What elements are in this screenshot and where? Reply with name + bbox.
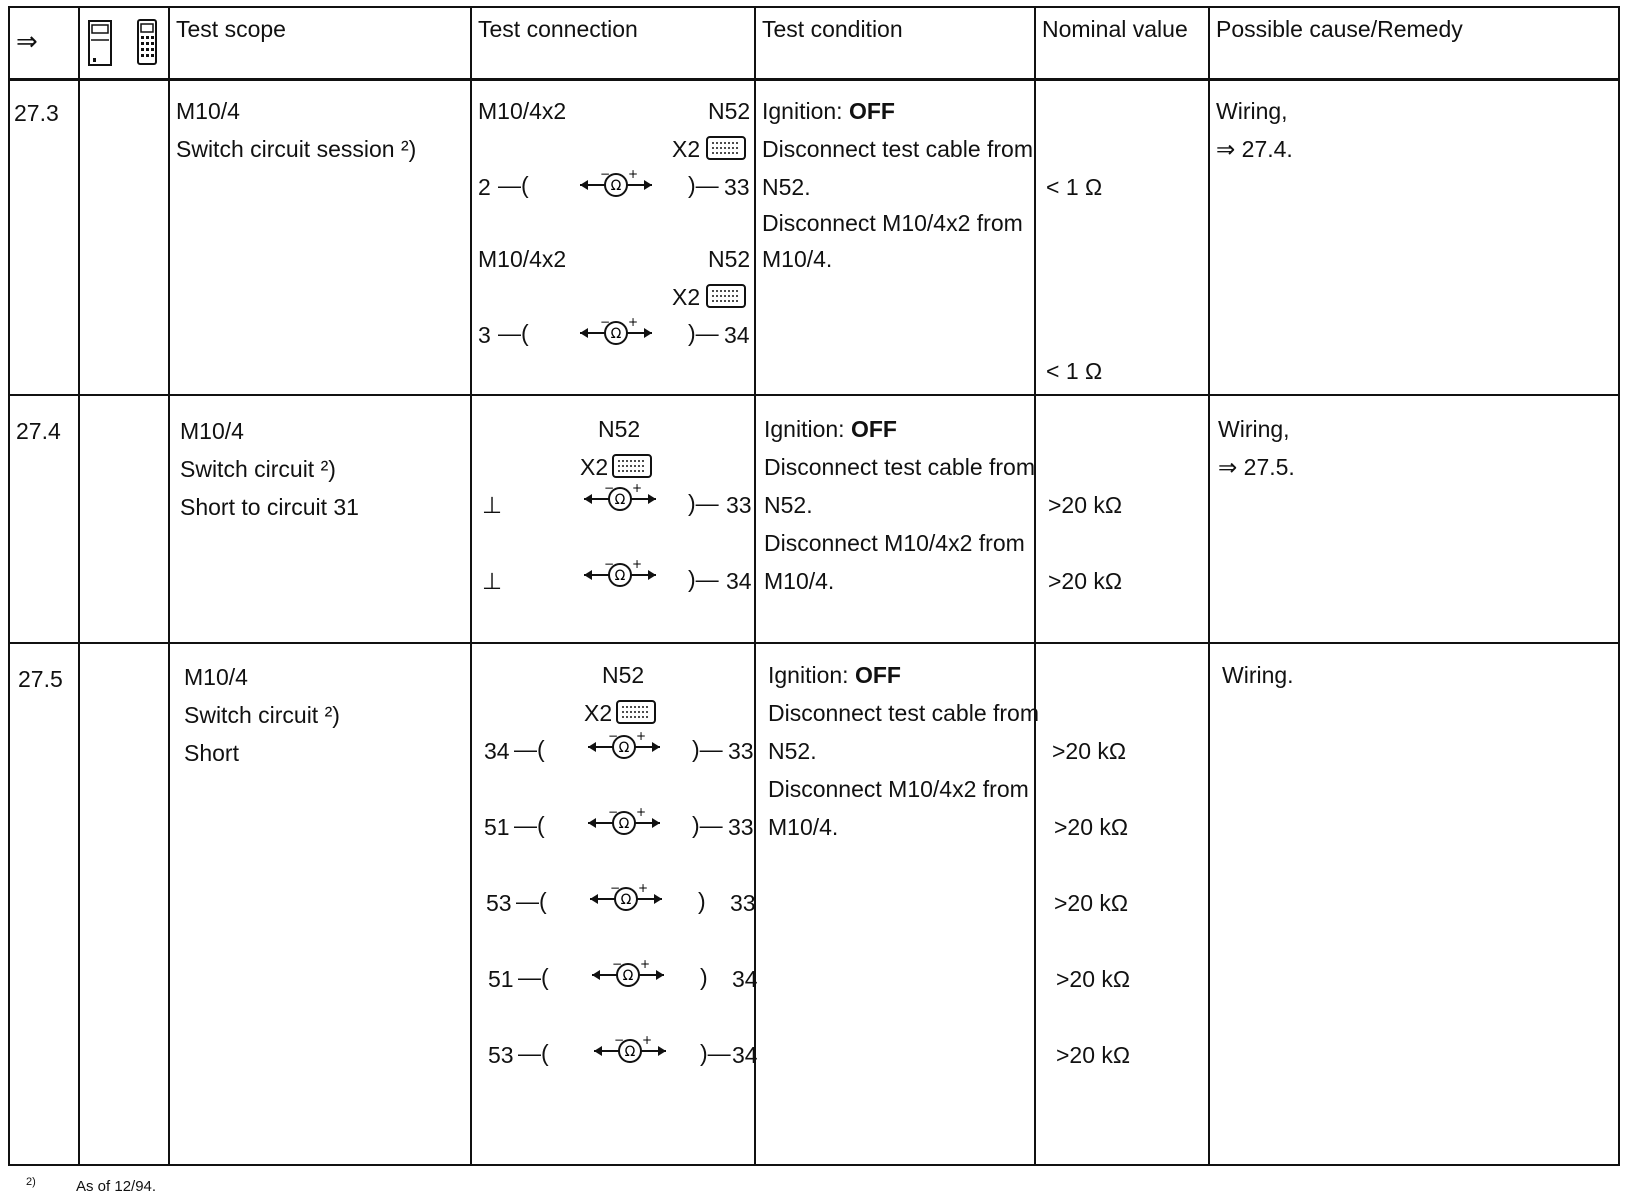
col-line	[1618, 6, 1620, 1166]
pin-b: 34	[726, 568, 752, 594]
pin-a: 51	[484, 814, 510, 840]
svg-text:Ω: Ω	[614, 568, 626, 584]
cause-line: Wiring,	[1216, 98, 1288, 124]
header-nominal-value: Nominal value	[1042, 16, 1188, 42]
ohmmeter-icon	[586, 732, 662, 762]
ohmmeter-icon	[590, 960, 666, 990]
left-connector: M10/4x2	[478, 98, 567, 124]
condition-line: Disconnect test cable from	[762, 136, 1034, 162]
socket-right-icon: )—	[688, 490, 719, 516]
nominal-value: >20 kΩ	[1054, 814, 1129, 840]
svg-text:+: +	[636, 808, 647, 819]
ohmmeter-icon	[578, 170, 654, 200]
condition-line: Ignition: OFF	[762, 98, 895, 124]
svg-text:Ω: Ω	[624, 1044, 636, 1060]
nominal-value: >20 kΩ	[1048, 492, 1123, 518]
step-number: 27.3	[14, 100, 59, 126]
pin-b: 33	[728, 738, 754, 764]
right-connector: N52	[708, 98, 751, 124]
condition-line: Disconnect test cable from	[764, 454, 1036, 480]
svg-text:+: +	[628, 318, 639, 329]
scope-line: Short	[184, 740, 239, 766]
svg-text:−: −	[600, 170, 611, 181]
socket-left-icon: —(	[514, 812, 545, 838]
nominal-value: >20 kΩ	[1054, 890, 1129, 916]
svg-text:+: +	[638, 884, 649, 895]
condition-line: N52.	[764, 492, 813, 518]
ohmmeter-icon	[588, 884, 664, 914]
nominal-value: >20 kΩ	[1056, 966, 1131, 992]
cause-line: Wiring,	[1218, 416, 1290, 442]
col-line	[8, 6, 10, 1166]
pin-b: 33	[728, 814, 754, 840]
ohmmeter-icon	[582, 560, 658, 590]
socket-right-icon: )—	[692, 812, 723, 838]
svg-text:Ω: Ω	[614, 492, 626, 508]
ground-symbol: ⊥	[482, 568, 503, 594]
condition-line: N52.	[762, 174, 811, 200]
scope-line: Switch circuit ²)	[184, 702, 340, 728]
pin-a: 34	[484, 738, 510, 764]
tester-icon	[88, 20, 112, 66]
socket-left-icon: —(	[498, 172, 529, 198]
pin-b: 33	[730, 890, 756, 916]
socket-left-icon: —(	[498, 320, 529, 346]
socket-left-icon: —(	[518, 1040, 549, 1066]
col-line	[470, 6, 472, 1166]
header-test-scope: Test scope	[176, 16, 286, 42]
condition-line: Disconnect test cable from	[768, 700, 1040, 726]
svg-text:−: −	[612, 960, 623, 971]
condition-line: Disconnect M10/4x2 from	[768, 776, 1029, 802]
handheld-tester-icon	[136, 18, 158, 66]
nominal-value: < 1 Ω	[1046, 174, 1103, 200]
condition-line: M10/4.	[764, 568, 835, 594]
condition-line: N52.	[768, 738, 817, 764]
socket-right-icon: )—	[688, 172, 719, 198]
svg-text:+: +	[628, 170, 639, 181]
svg-text:Ω: Ω	[618, 816, 630, 832]
svg-text:Ω: Ω	[618, 740, 630, 756]
svg-text:+: +	[642, 1036, 653, 1047]
pin-b: 33	[726, 492, 752, 518]
ohmmeter-icon	[592, 1036, 668, 1066]
condition-line: M10/4.	[762, 246, 833, 272]
connector-sub: X2	[672, 136, 701, 162]
svg-text:−: −	[608, 732, 619, 743]
svg-text:−: −	[604, 484, 615, 495]
footnote-text: As of 12/94.	[76, 1178, 157, 1195]
svg-text:−: −	[604, 560, 615, 571]
svg-text:Ω: Ω	[610, 326, 622, 342]
scope-line: M10/4	[180, 418, 244, 444]
row-divider	[8, 394, 1620, 396]
col-line	[1208, 6, 1210, 1166]
header-possible-cause: Possible cause/Remedy	[1216, 16, 1463, 42]
header-divider	[8, 78, 1620, 81]
svg-text:+: +	[636, 732, 647, 743]
step-number: 27.4	[16, 418, 61, 444]
condition-line: Ignition: OFF	[764, 416, 897, 442]
pin-a: 53	[488, 1042, 514, 1068]
socket-left-icon: —(	[514, 736, 545, 762]
pin-a: 3	[478, 322, 491, 348]
pin-a: 51	[488, 966, 514, 992]
condition-line: Disconnect M10/4x2 from	[762, 210, 1023, 236]
row-divider	[8, 642, 1620, 644]
socket-right-icon: )—	[688, 320, 719, 346]
socket-right-icon: )—	[692, 736, 723, 762]
cause-line: ⇒ 27.5.	[1218, 454, 1295, 480]
col-line	[168, 6, 170, 1166]
ground-symbol: ⊥	[482, 492, 503, 518]
scope-line: Switch circuit session ²)	[176, 136, 417, 162]
pin-b: 34	[732, 1042, 758, 1068]
socket-left-icon: —(	[518, 964, 549, 990]
svg-text:Ω: Ω	[622, 968, 634, 984]
scope-line: Short to circuit 31	[180, 494, 359, 520]
pin-a: 53	[486, 890, 512, 916]
table-bottom-border	[8, 1164, 1620, 1166]
header-arrow: ⇒	[16, 26, 38, 56]
nominal-value: < 1 Ω	[1046, 358, 1103, 384]
ohmmeter-icon	[578, 318, 654, 348]
nominal-value: >20 kΩ	[1052, 738, 1127, 764]
right-connector: N52	[708, 246, 751, 272]
footnote-mark: 2)	[26, 1176, 36, 1188]
top-connector: N52	[598, 416, 641, 442]
svg-text:−: −	[610, 884, 621, 895]
header-test-condition: Test condition	[762, 16, 903, 42]
test-table	[8, 6, 1622, 1168]
connector-sub: X2	[672, 284, 701, 310]
svg-text:−: −	[614, 1036, 625, 1047]
pin-b: 33	[724, 174, 750, 200]
svg-text:+: +	[632, 560, 643, 571]
col-line	[1034, 6, 1036, 1166]
socket-right-icon: )—	[688, 566, 719, 592]
nominal-value: >20 kΩ	[1048, 568, 1123, 594]
svg-text:−: −	[600, 318, 611, 329]
condition-line: Disconnect M10/4x2 from	[764, 530, 1025, 556]
svg-text:−: −	[608, 808, 619, 819]
socket-right-icon: )—	[700, 1040, 731, 1066]
left-connector: M10/4x2	[478, 246, 567, 272]
scope-line: M10/4	[184, 664, 248, 690]
cause-line: Wiring.	[1222, 662, 1294, 688]
connector-plug-icon	[616, 700, 656, 724]
svg-text:+: +	[640, 960, 651, 971]
svg-text:Ω: Ω	[620, 892, 632, 908]
step-number: 27.5	[18, 666, 63, 692]
socket-left-icon: —(	[516, 888, 547, 914]
nominal-value: >20 kΩ	[1056, 1042, 1131, 1068]
header-test-connection: Test connection	[478, 16, 638, 42]
pin-b: 34	[732, 966, 758, 992]
cause-line: ⇒ 27.4.	[1216, 136, 1293, 162]
pin-b: 34	[724, 322, 750, 348]
scope-line: Switch circuit ²)	[180, 456, 336, 482]
condition-line: Ignition: OFF	[768, 662, 901, 688]
top-connector: N52	[602, 662, 645, 688]
connector-sub: X2	[584, 700, 613, 726]
socket-right-icon: )	[700, 964, 708, 990]
scope-line: M10/4	[176, 98, 240, 124]
ohmmeter-icon	[582, 484, 658, 514]
ohmmeter-icon	[586, 808, 662, 838]
col-line	[78, 6, 80, 1166]
connector-plug-icon	[612, 454, 652, 478]
condition-line: M10/4.	[768, 814, 839, 840]
svg-text:+: +	[632, 484, 643, 495]
socket-right-icon: )	[698, 888, 706, 914]
table-top-border	[8, 6, 1620, 8]
connector-plug-icon	[706, 136, 746, 160]
svg-text:Ω: Ω	[610, 178, 622, 194]
connector-sub: X2	[580, 454, 609, 480]
connector-plug-icon	[706, 284, 746, 308]
pin-a: 2	[478, 174, 491, 200]
